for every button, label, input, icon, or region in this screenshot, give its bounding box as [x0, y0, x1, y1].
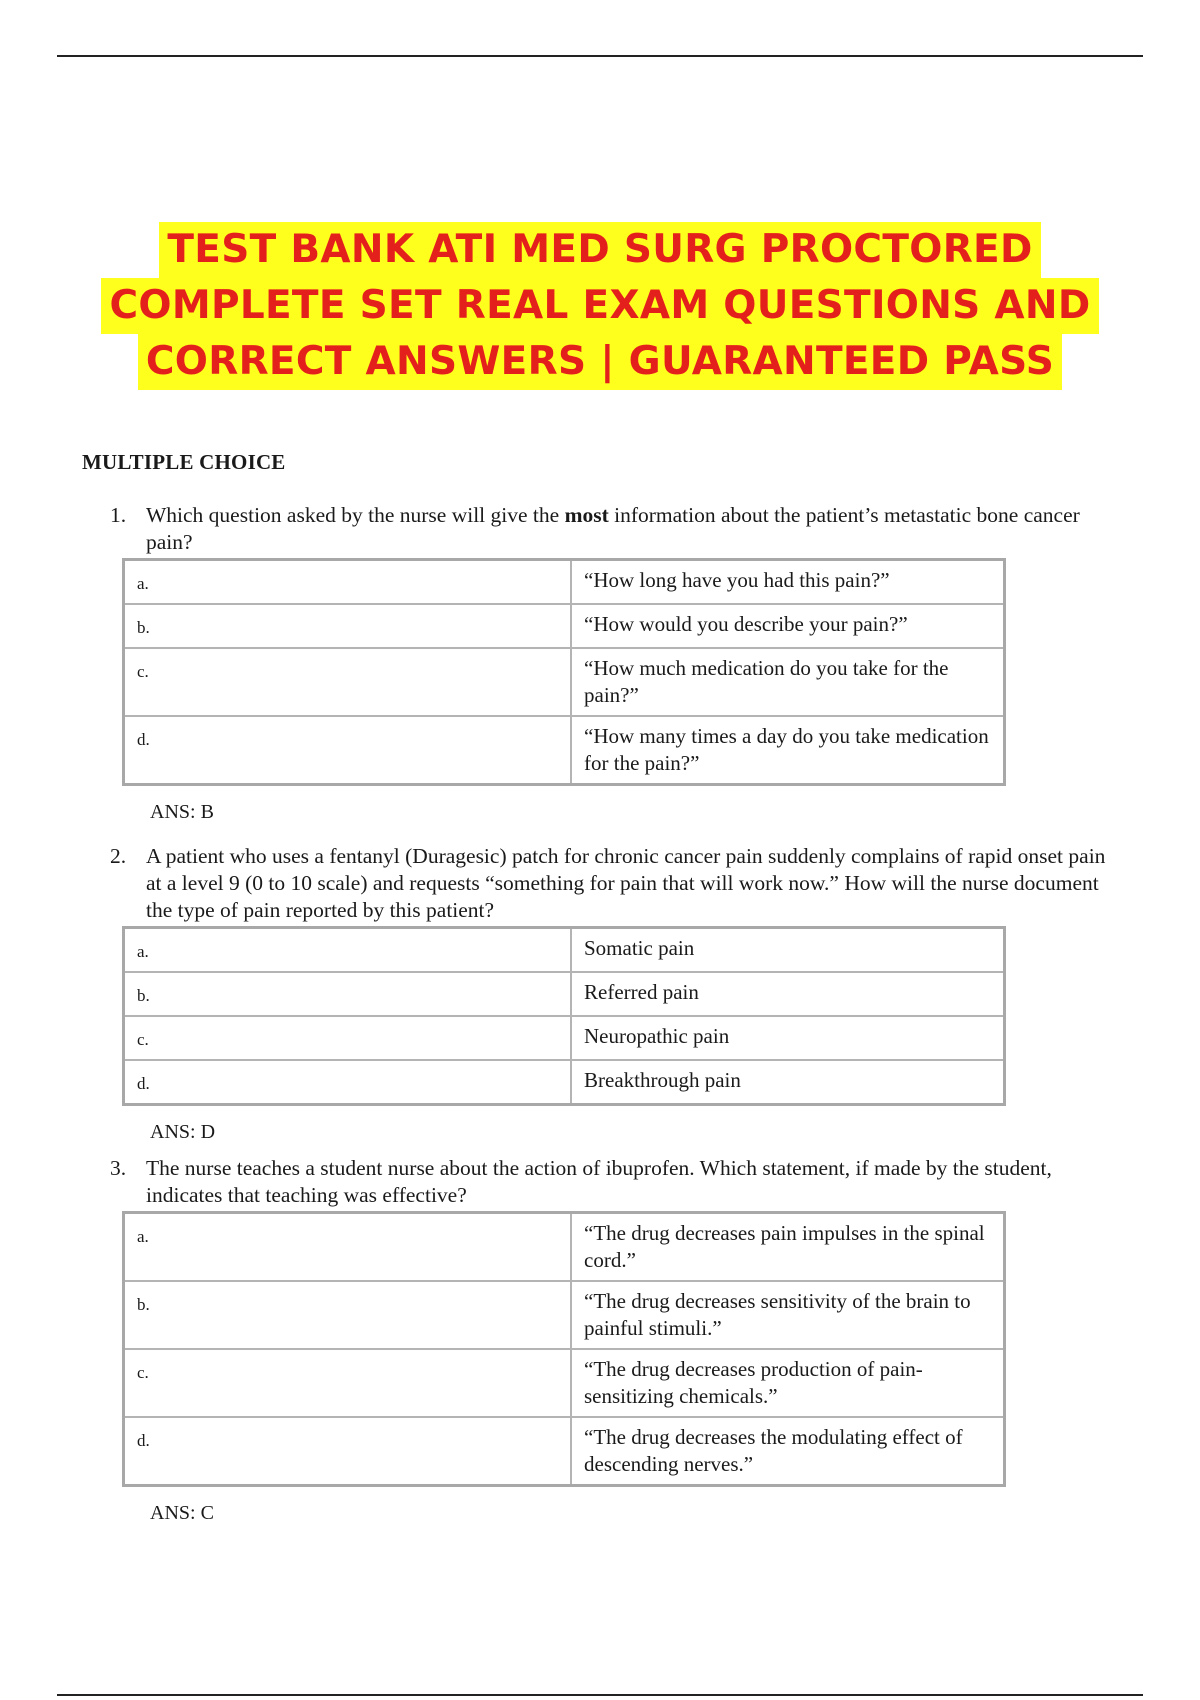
option-row[interactable] [124, 972, 1005, 1016]
option-text: Neuropathic pain [571, 1016, 1005, 1060]
question-number: 2. [110, 844, 127, 868]
bottom-rule [57, 1694, 1143, 1696]
option-letter: a. [124, 928, 572, 973]
option-letter: d. [124, 1060, 572, 1105]
answer-key: ANS: D [150, 1121, 216, 1143]
option-text: Somatic pain [571, 928, 1005, 973]
option-letter: b. [124, 1281, 572, 1349]
question-text-part: Which question asked by the nurse will give the [146, 503, 565, 527]
options-table [122, 926, 1006, 1106]
question-1 [110, 502, 1110, 824]
option-text: “How long have you had this pain?” [571, 560, 1005, 605]
question-text [110, 502, 1110, 556]
option-row[interactable] [124, 1349, 1005, 1417]
option-row[interactable] [124, 716, 1005, 785]
option-letter: d. [124, 716, 572, 785]
option-row[interactable] [124, 1060, 1005, 1105]
options-table [122, 1211, 1006, 1487]
option-row[interactable] [124, 928, 1005, 973]
title-line-3: CORRECT ANSWERS | GUARANTEED PASS [138, 334, 1062, 390]
option-row[interactable] [124, 1213, 1005, 1282]
option-text: “How many times a day do you take medication for the pain?” [571, 716, 1005, 785]
option-letter: b. [124, 972, 572, 1016]
answer-key: ANS: B [150, 801, 214, 823]
options-table [122, 558, 1006, 786]
option-letter: c. [124, 1016, 572, 1060]
option-letter: b. [124, 604, 572, 648]
title-line-1: TEST BANK ATI MED SURG PROCTORED [159, 222, 1040, 278]
option-text: “The drug decreases production of pain-sensitizing chemicals.” [571, 1349, 1005, 1417]
option-letter: a. [124, 560, 572, 605]
option-letter: a. [124, 1213, 572, 1282]
question-2 [110, 843, 1110, 1144]
option-row[interactable] [124, 1417, 1005, 1486]
option-row[interactable] [124, 604, 1005, 648]
question-text-emphasis: most [564, 503, 609, 527]
question-text [110, 1155, 1110, 1209]
question-3 [110, 1155, 1110, 1525]
option-text: Breakthrough pain [571, 1060, 1005, 1105]
answer-key: ANS: C [150, 1502, 214, 1524]
question-text-part: information about the patient’s metastatic bone cancer pain? [146, 503, 1080, 554]
section-heading: MULTIPLE CHOICE [82, 450, 286, 474]
option-row[interactable] [124, 560, 1005, 605]
option-text: “How would you describe your pain?” [571, 604, 1005, 648]
document-title [0, 222, 1200, 390]
question-text-part: A patient who uses a fentanyl (Duragesic) patch for chronic cancer pain suddenly complains of rapid onset pain at a level 9 (0 to 10 scale) and requests “something for pain that will work now.” How will the nurse document the type of pain reported by this patient? [146, 844, 1106, 922]
question-text [110, 843, 1110, 924]
option-text: “The drug decreases the modulating effect of descending nerves.” [571, 1417, 1005, 1486]
option-text: Referred pain [571, 972, 1005, 1016]
option-letter: c. [124, 1349, 572, 1417]
option-text: “The drug decreases sensitivity of the brain to painful stimuli.” [571, 1281, 1005, 1349]
question-number: 3. [110, 1156, 127, 1180]
option-letter: d. [124, 1417, 572, 1486]
option-row[interactable] [124, 1281, 1005, 1349]
option-text: “The drug decreases pain impulses in the spinal cord.” [571, 1213, 1005, 1282]
question-text-part: The nurse teaches a student nurse about the action of ibuprofen. Which statement, if made by the student, indicates that teaching was effective? [146, 1156, 1052, 1207]
title-line-2: COMPLETE SET REAL EXAM QUESTIONS AND [101, 278, 1098, 334]
option-row[interactable] [124, 1016, 1005, 1060]
question-number: 1. [110, 503, 127, 527]
top-rule [57, 55, 1143, 57]
option-text: “How much medication do you take for the pain?” [571, 648, 1005, 716]
option-letter: c. [124, 648, 572, 716]
option-row[interactable] [124, 648, 1005, 716]
